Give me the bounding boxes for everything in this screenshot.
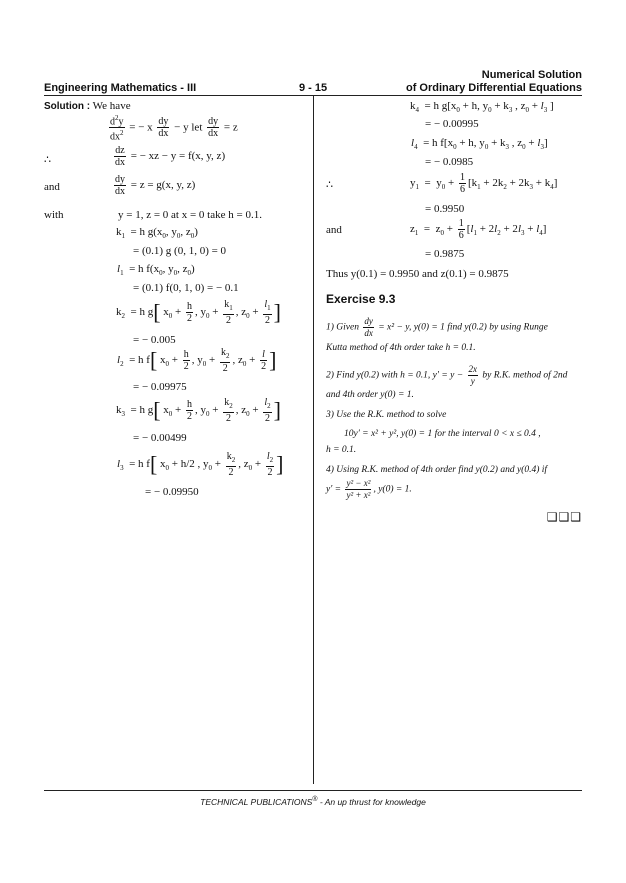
equation-ode-end: = z — [223, 121, 238, 134]
question-4-line2: y′ = $\frac{\text{y² − x²}}{\text{y² + x²}}$ , y(0) = 1. — [326, 478, 412, 500]
question-3-line3: h = 0.1. — [326, 445, 357, 455]
q2-part-b: by R.K. method of 2nd — [482, 370, 568, 381]
k4-value: = − 0.00995 — [425, 118, 479, 130]
l2-equation: $l_2 = h$ f[ $x_0$ + $\frac{h}{2}$ , $y_0$ + $\frac{k_2}{2}$ , $z_0$ + $\frac{l}{2}$ ] — [117, 347, 277, 374]
q1-part-b: = x² − y, y(0) = 1 find y(0.2) by using Runge — [378, 322, 548, 333]
footer-text — [0, 796, 626, 807]
k1-equation: $k_1 = h$ $g(x_0$, $y_0$, $z_0$) — [116, 226, 198, 241]
l3-equation: $l_3 = h$ f[ $x_0 + h/2$ , $y_0$ + $\frac{k_2}{2}$ , $z_0$ + $\frac{l_2}{2}$ ] — [117, 451, 284, 478]
question-2-line1 — [326, 364, 567, 387]
therefore-symbol-2: ∴ — [326, 179, 333, 191]
q1-dy-dx: $\frac{dy}{dx}$ — [364, 316, 373, 338]
end-marks: ❑❑❑ — [546, 510, 582, 524]
q4-part-b: , y(0) = 1. — [373, 484, 412, 495]
dz-dx-fraction: $\frac{dz}{dx}$ — [115, 145, 125, 168]
solution-line — [44, 100, 131, 112]
equation-dz-dx — [112, 145, 225, 168]
question-2-line2: and 4th order y(0) = 1. — [326, 390, 414, 400]
question-1-line2: Kutta method of 4th order take h = 0.1. — [326, 343, 476, 353]
question-3-line2: 10y′ = x² + y², y(0) = 1 for the interval 0 < x ≤ 0.4 , — [344, 429, 541, 439]
solution-label: Solution : — [44, 101, 91, 112]
k2-equation: $k_2 = h$ g[ $x_0$ + $\frac{h}{2}$ , $y_0$ + $\frac{k_1}{2}$ , $z_0$ + $\frac{l_1}{2}$ ] — [116, 299, 281, 326]
z1-value: = 0.9875 — [425, 248, 465, 260]
k1-value: = (0.1) g (0, 1, 0) = 0 — [133, 245, 227, 257]
initial-conditions: y = 1, z = 0 at x = 0 take h = 0.1. — [118, 209, 262, 221]
therefore-symbol: ∴ — [44, 154, 51, 166]
equation-ode-mid: − y let — [174, 121, 203, 134]
equation-dy-dx-rhs: = z = g(x, y, z) — [130, 179, 196, 192]
dy-dx-fraction-3: $\frac{dy}{dx}$ — [115, 174, 125, 197]
l4-equation: $l_4 = h$ $f[x_0 + h$, $y_0 + k_3$ , $z_0 + l_3$] — [411, 137, 548, 152]
header-right-title-line2: of Ordinary Differential Equations — [405, 82, 582, 94]
l1-equation: $l_1 = h$ $f(x_0$, $y_0$, $z_0$) — [117, 263, 195, 278]
dy-dx-fraction-2: $\frac{dy}{dx}$ — [208, 116, 219, 140]
and-label-2: and — [326, 224, 342, 236]
header-right-title-line1: Numerical Solution — [481, 69, 582, 81]
l3-value: = − 0.09950 — [145, 486, 199, 498]
with-label: with — [44, 209, 64, 221]
q2-2x-over-y: $\frac{2x}{y}$ — [468, 364, 478, 386]
z1-equation: $z_1 = z_0$ + $\frac{1}{6}$ $[l_1 + 2l_2 + 2l_3 + l_4]$ — [410, 218, 547, 241]
exercise-title: Exercise 9.3 — [326, 292, 396, 306]
l4-value: = − 0.0985 — [425, 156, 474, 168]
question-3-line1: 3) Use the R.K. method to solve — [326, 410, 447, 420]
y1-value: = 0.9950 — [425, 203, 465, 215]
dy-dx-fraction: $\frac{dy}{dx}$ — [158, 116, 169, 140]
header-left-title: Engineering Mathematics - III — [44, 82, 197, 94]
footer-rule — [44, 790, 582, 791]
header-page-number: 9 - 15 — [299, 82, 328, 94]
equation-dz-dx-rhs: = − xz − y = f(x, y, z) — [130, 150, 226, 163]
q1-part-a: 1) Given — [326, 322, 359, 333]
equation-ode — [107, 113, 238, 143]
k3-value: = − 0.00499 — [133, 432, 187, 444]
l1-rhs: = h f(x — [129, 263, 160, 275]
y1-equation: $y_1 = y_0$ + $\frac{1}{6}$ $[k_1 + 2k_2 + 2k_3 + k_4]$ — [410, 172, 558, 195]
k2-value: = − 0.005 — [133, 334, 176, 346]
we-have-text: We have — [92, 100, 131, 112]
k4-equation: $k_4 = h$ $g[x_0 + h$, $y_0 + k_3$ , $z_0 + l_3$ ] — [410, 100, 554, 115]
thus-result: Thus y(0.1) = 0.9950 and z(0.1) = 0.9875 — [326, 268, 509, 280]
column-divider — [313, 96, 314, 784]
k1-rhs: = h g(x — [130, 226, 163, 238]
k3-equation: $k_3 = h$ g[ $x_0$ + $\frac{h}{2}$ , $y_0$ + $\frac{k_2}{2}$ , $z_0$ + $\frac{l_2}{2}$ ] — [116, 397, 281, 424]
l1-value: = (0.1) f(0, 1, 0) = − 0.1 — [133, 282, 239, 294]
equation-ode-rhs: = − x — [129, 121, 153, 134]
q4-fraction: $\frac{\text{y² − x²}}{\text{y² + x²}}$ — [346, 478, 371, 500]
equation-dy-dx — [112, 174, 195, 197]
footer-tagline: - An up thrust for knowledge — [317, 796, 426, 807]
footer-publisher: TECHNICAL PUBLICATIONS — [200, 796, 313, 807]
q2-part-a: 2) Find y(0.2) with h = 0.1, y′ = y − — [326, 370, 464, 381]
question-4-line1: 4) Using R.K. method of 4th order find y(0.2) and y(0.4) if — [326, 465, 548, 475]
d2y-dx2-fraction: $\frac{d^2y}{dx^2}$ — [110, 114, 124, 143]
l2-value: = − 0.09975 — [133, 381, 187, 393]
and-label: and — [44, 181, 60, 193]
question-1-line1 — [326, 316, 548, 339]
footer-registered-mark: ® — [312, 796, 318, 803]
